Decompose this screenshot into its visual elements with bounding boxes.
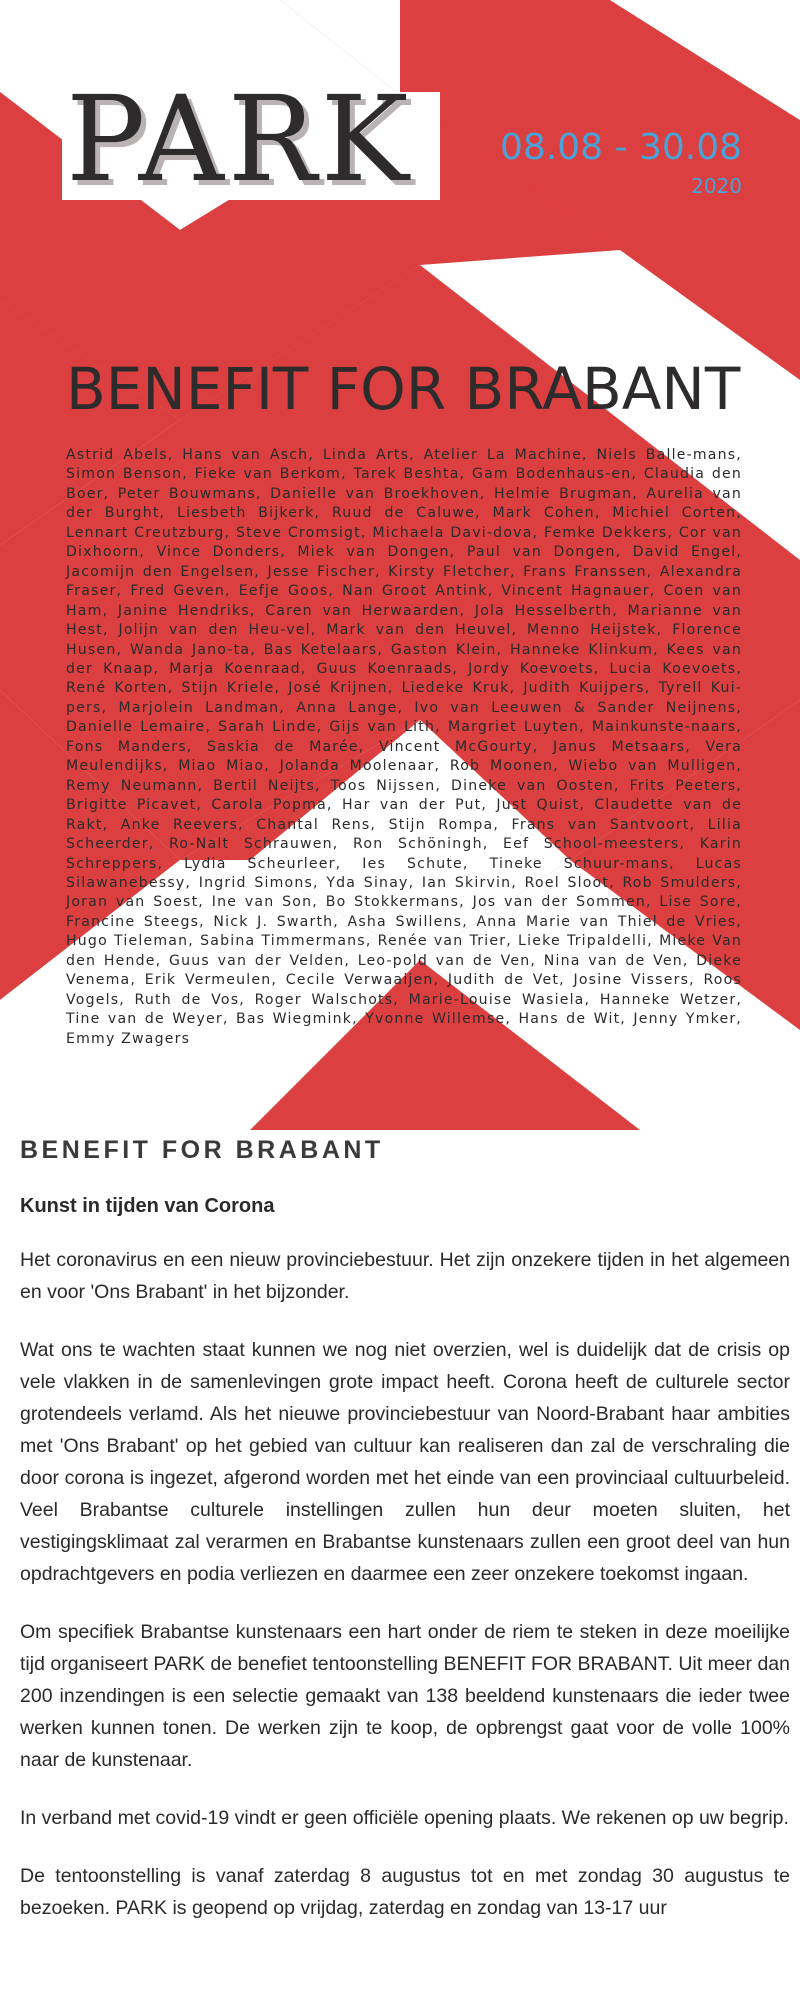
article: [20, 1130, 790, 1924]
article-subheading: Kunst in tijden van Corona: [20, 1195, 275, 1217]
exhibition-year: 2020: [691, 174, 742, 198]
park-logo: PARK: [66, 70, 413, 208]
article-paragraph: Om specifiek Brabantse kunstenaars een hart onder de riem te steken in deze moeilijke tijd organiseert PARK de benefiet tentoonstelling BENEFIT FOR BRABANT. Uit meer dan 200 inzendingen is een selectie gemaakt van 138 beeldend kunstenaars die ieder twee werken kunnen tonen. De werken zijn te koop, de opbrengst gaat voor de volle 100% naar de kunstenaar.: [20, 1621, 790, 1771]
article-paragraph: Wat ons te wachten staat kunnen we nog niet overzien, wel is duidelijk dat de crisis op vele vlakken in de samenlevingen grote impact heeft. Corona heeft de culturele sector grotendeels verlamd. Als het nieuwe provinciebestuur van Noord-Brabant haar ambities met 'Ons Brabant' op het gebied van cultuur kan realiseren dan zal de verschraling die door corona is ingezet, afgerond worden met het einde van een provinciaal cultuurbeleid. Veel Brabantse culturele instellingen zullen hun deur moeten sluiten, het vestigingsklimaat zal verarmen en Brabantse kunstenaars zullen een groot deel van hun opdrachtgevers en podia verliezen en daarmee een zeer onzekere toekomst ingaan.: [20, 1339, 790, 1585]
artist-list: Astrid Abels, Hans van Asch, Linda Arts, Atelier La Machine, Niels Balle-mans, Simon Benson, Fieke van Berkom, Tarek Beshta, Gam Bodenhaus-en, Claudia den Boer, Peter Bouwmans, Danielle van Broekhoven, Helmie Brugman, Aurelia van der Burght, Liesbeth Bijkerk, Ruud de Caluwe, Mark Cohen, Michiel Corten, Lennart Creutzburg, Steve Cromsigt, Michaela Davi-dova, Femke Dekkers, Cor van Dixhoorn, Vince Donders, Miek van Dongen, Paul van Dongen, David Engel, Jacomijn den Engelsen, Jesse Fischer, Kirsty Fletcher, Frans Franssen, Alexandra Fraser, Fred Geven, Eefje Goos, Nan Groot Antink, Vincent Hagnauer, Coen van Ham, Janine Hendriks, Caren van Herwaarden, Jola Hesselberth, Marianne van Hest, Jolijn van den Heu-vel, Mark van den Heuvel, Menno Heijstek, Florence Husen, Wanda Jano-ta, Bas Ketelaars, Gaston Klein, Hanneke Klinkum, Kees van der Knaap, Marja Koenraad, Guus Koenraads, Jordy Koevoets, Lucia Koevoets, René Korten, Stijn Kriele, José Krijnen, Liedeke Kruk, Judith Kuijpers, Tyrell Kui-pers, Marjolein Landman, Anna Lange, Ivo van Leeuwen & Sander Neijnens, Danielle Lemaire, Sarah Linde, Gijs van Lith, Margriet Luyten, Mainkunste-naars, Fons Manders, Saskia de Marée, Vincent McGourty, Janus Metsaars, Vera Meulendijks, Miao Miao, Jolanda Moolenaar, Rob Moonen, Wiebo van Mulligen, Remy Neumann, Bertil Neijts, Toos Nijssen, Dineke van Oosten, Frits Peeters, Brigitte Picavet, Carola Popma, Har van der Put, Just Quist, Claudette van de Rakt, Anke Reevers, Chantal Rens, Stijn Rompa, Frans van Santvoort, Lilia Scheerder, Ro-Nalt Schrauwen, Ron Schöningh, Eef School-meesters, Karin Schreppers, Lydia Scheurleer, Ies Schute, Tineke Schuur-mans, Lucas Silawanebessy, Ingrid Simons, Yda Sinay, Ian Skirvin, Roel Sloot, Rob Smulders, Joran van Soest, Ine van Son, Bo Stokkermans, Jos van der Sommen, Lise Sore, Francine Steegs, Nick J. Swarth, Asha Swillens, Anna Marie van Thiel de Vries, Hugo Tieleman, Sabina Timmermans, Renée van Trier, Lieke Tripaldelli, Mieke Van den Hende, Guus van der Velden, Leo-pold van de Ven, Nina van de Ven, Dieke Venema, Erik Vermeulen, Cecile Verwaaijen, Judith de Vet, Josine Vissers, Roos Vogels, Ruth de Vos, Roger Walschots, Marie-Louise Wasiela, Hanneke Wetzer, Tine van de Weyer, Bas Wiegmink, Yvonne Willemse, Hans de Wit, Jenny Ymker, Emmy Zwagers: [66, 447, 742, 1047]
article-paragraph: Het coronavirus en een nieuw provinciebestuur. Het zijn onzekere tijden in het algemeen en voor 'Ons Brabant' in het bijzonder.: [20, 1249, 790, 1303]
article-paragraph: In verband met covid-19 vindt er geen officiële opening plaats. We rekenen op uw begrip.: [20, 1807, 789, 1829]
article-heading: BENEFIT FOR BRABANT: [20, 1136, 384, 1164]
article-paragraph: De tentoonstelling is vanaf zaterdag 8 augustus tot en met zondag 30 augustus te bezoeken. PARK is geopend op vrijdag, zaterdag en zondag van 13-17 uur: [20, 1865, 790, 1919]
poster-title: BENEFIT FOR BRABANT: [66, 355, 741, 423]
exhibition-dates: 08.08 - 30.08: [500, 127, 742, 168]
